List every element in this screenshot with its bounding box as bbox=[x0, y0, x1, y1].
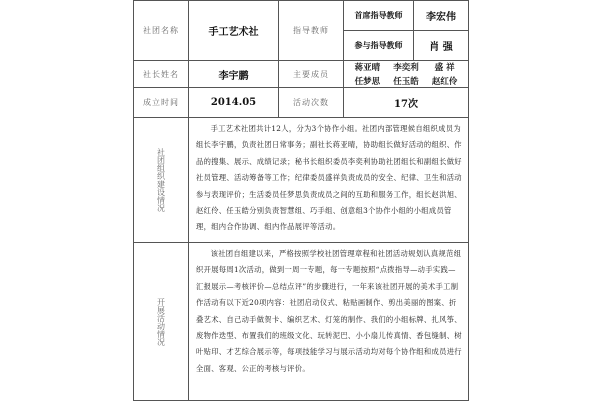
co-advisor-value: 肖 强 bbox=[414, 31, 469, 61]
member-name: 任玉皓 bbox=[393, 77, 419, 87]
row-founded bbox=[134, 88, 469, 118]
president-label: 社长姓名 bbox=[134, 61, 189, 88]
construction-label-cell bbox=[134, 118, 189, 243]
advisor-label: 指导教师 bbox=[279, 1, 344, 61]
activities-cell bbox=[189, 243, 469, 401]
member-name: 蒋亚晴 bbox=[354, 63, 381, 73]
club-name-label: 社团名称 bbox=[134, 1, 189, 61]
activities-label: 开展活动情况 bbox=[156, 297, 166, 346]
activity-count-value: 17次 bbox=[344, 88, 469, 118]
row-activities bbox=[134, 243, 469, 401]
activity-count-label: 活动次数 bbox=[279, 88, 344, 118]
construction-label: 社团组织建设情况 bbox=[156, 148, 166, 212]
activities-label-cell bbox=[134, 243, 189, 401]
construction-text: 手工艺术社团共计12人，分为3个协作小组。社团内部管理候自组织成员为组长李宇鹏，负责社团日常事务；副社长蒋亚晴，协助组长做好活动的组织、作品的搜集、展示、成绩记录；秘书长组织委员李奕利协助社团组长和副组长做好社员管理、活动筹备等工作；纪律委员盛祥负责成员的安全、纪律、卫生和活动参与表现评价；生活委员任梦思负责成员之间的互助和服务工作，组长赵洪旭、赵红伶、任玉皓分别负责智慧组、巧手组、创意组3个协作小组的小组成员管理，组内合作协调、组内作品展评等活动。 bbox=[196, 124, 462, 232]
founded-label: 成立时间 bbox=[134, 88, 189, 118]
member-name: 任梦思 bbox=[354, 77, 381, 87]
members-list bbox=[344, 61, 468, 87]
chief-advisor-label: 首席指导教师 bbox=[344, 1, 414, 31]
row-construction bbox=[134, 118, 469, 243]
club-name-value: 手工艺术社 bbox=[189, 1, 279, 61]
member-name: 李奕利 bbox=[393, 63, 419, 73]
construction-cell bbox=[189, 118, 469, 243]
members-label: 主要成员 bbox=[279, 61, 344, 88]
co-advisor-label: 参与指导教师 bbox=[344, 31, 414, 61]
member-name: 盛 祥 bbox=[434, 63, 455, 73]
club-info-table bbox=[133, 0, 469, 401]
chief-advisor-value: 李宏伟 bbox=[414, 1, 469, 31]
row-president bbox=[134, 61, 469, 88]
member-name: 赵红伶 bbox=[431, 77, 458, 87]
activities-text: 该社团自组建以来，严格按照学校社团管理章程和社团活动规划认真规范组织开展每周1次活动，做到一周一专题，每一专题按照“点拨指导—动手实践—汇报展示—考核评价—总结点评”的步骤进行，一年来该社团开展的美术手工制作活动有以下近20项内容：社团启动仪式、粘贴画制作、剪出美丽的图案、折叠艺术、自己动手做贺卡、编织艺术、灯笼的制作、我们的小组标牌、扎风筝、废物作迭型、布置我们的班级文化、玩转泥巴、小小扇儿传真情、香包缝制、树叶贴印、才艺综合展示等，每项技能学习与展示活动均对每个协作组和成员进行全面、客观、公正的考核与评价。 bbox=[196, 249, 462, 373]
members-cell bbox=[344, 61, 469, 88]
row-club-name bbox=[134, 1, 469, 31]
president-value: 李宇鹏 bbox=[189, 61, 279, 88]
founded-value: 2014.05 bbox=[189, 88, 279, 118]
